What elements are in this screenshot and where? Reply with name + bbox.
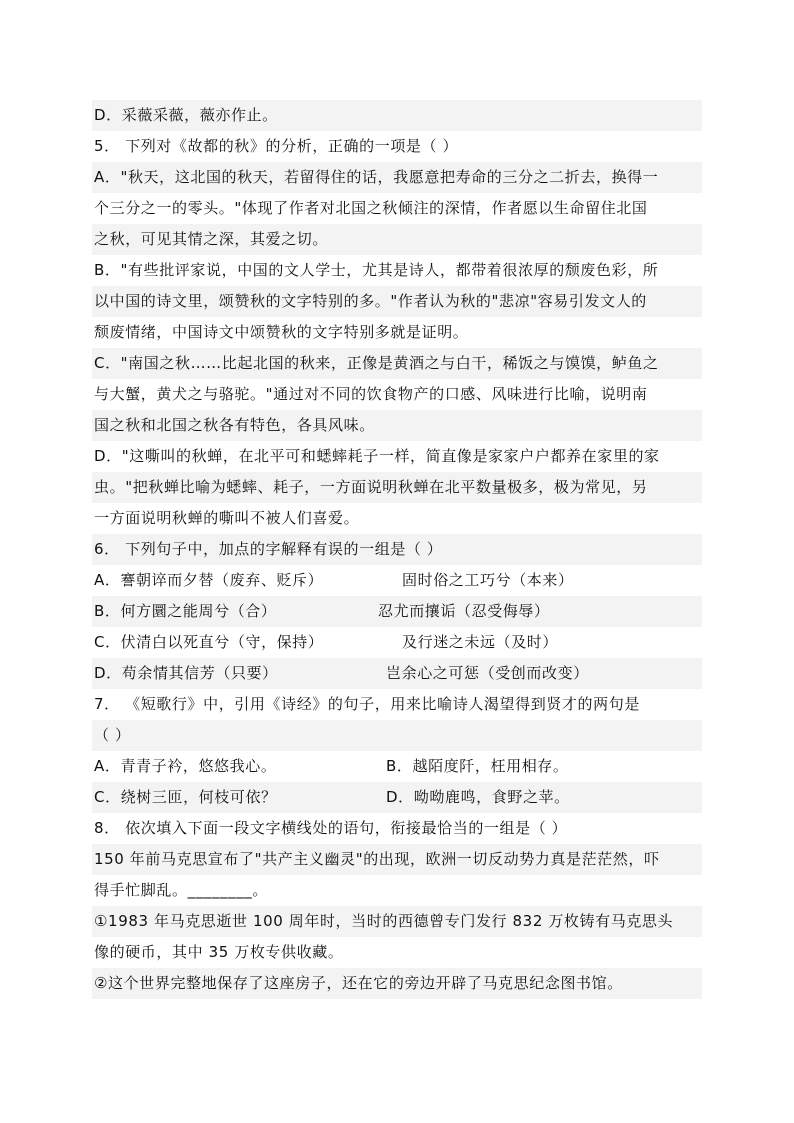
q7-answer-paren: （ ）	[92, 720, 702, 751]
q8-passage-line: 得手忙脚乱。________。	[94, 881, 269, 899]
q7-option-row	[92, 751, 702, 782]
q6-option-left: A．謇朝谇而夕替（废弃、贬斥）	[94, 571, 324, 589]
q6-option-right: 及行迷之未远（及时）	[402, 633, 559, 651]
q5-option-a-line: 个三分之一的零头。"体现了作者对北国之秋倾注的深情，作者愿以生命留住北国	[94, 199, 648, 217]
q6-option-row	[92, 658, 702, 689]
q5-option-d-line: 虫。"把秋蝉比喻为蟋蟀、耗子，一方面说明秋蝉在北平数量极多，极为常见，另	[92, 472, 702, 503]
q8-stem: 8． 依次填入下面一段文字横线处的语句，衔接最恰当的一组是（ ）	[94, 819, 568, 837]
q6-option-row	[92, 565, 702, 596]
q5-option-d-line: 一方面说明秋蝉的嘶叫不被人们喜爱。	[94, 509, 360, 527]
q5-option-d-line: D．"这嘶叫的秋蝉，在北平可和蟋蟀耗子一样，简直像是家家户户都养在家里的家	[94, 447, 660, 465]
q8-passage-line: 150 年前马克思宣布了"共产主义幽灵"的出现，欧洲一切反动势力真是茫茫然，吓	[92, 844, 702, 875]
q6-option-row	[92, 596, 702, 627]
q8-item-1-line: ①1983 年马克思逝世 100 周年时，当时的西德曾专门发行 832 万枚铸有马克思头	[92, 906, 702, 937]
q7-option-left: C．绕树三匝，何枝可依？	[94, 788, 277, 806]
q6-option-left: C．伏清白以死直兮（守，保持）	[94, 633, 324, 651]
q5-option-c-line: C．"南国之秋……比起北国的秋来，正像是黄酒之与白干，稀饭之与馍馍，鲈鱼之	[92, 348, 702, 379]
exam-page	[92, 100, 702, 999]
q7-stem: 7． 《短歌行》中，引用《诗经》的句子，用来比喻诗人渴望得到贤才的两句是	[94, 695, 640, 713]
q6-option-left: D．苟余情其信芳（只要）	[94, 664, 278, 682]
q6-option-right: 固时俗之工巧兮（本来）	[402, 571, 574, 589]
q7-option-row	[92, 782, 702, 813]
q8-item-2: ②这个世界完整地保存了这座房子，还在它的旁边开辟了马克思纪念图书馆。	[92, 968, 702, 999]
q8-item-1-line: 像的硬币，其中 35 万枚专供收藏。	[94, 943, 344, 961]
q5-stem: 5． 下列对《故都的秋》的分析，正确的一项是（ ）	[94, 137, 459, 155]
q5-option-b-line: 以中国的诗文里，颂赞秋的文字特别的多。"作者认为秋的"悲凉"容易引发文人的	[92, 286, 702, 317]
q6-option-left: B．何方圜之能周兮（合）	[94, 602, 277, 620]
q5-option-b-line: B．"有些批评家说，中国的文人学士，尤其是诗人，都带着很浓厚的颓废色彩，所	[94, 261, 659, 279]
q7-option-left: A．青青子衿，悠悠我心。	[94, 757, 277, 775]
q6-option-row	[92, 627, 702, 658]
q5-option-c-line: 国之秋和北国之秋各有特色，各具风味。	[92, 410, 702, 441]
q4-option-d: D．采薇采薇，薇亦作止。	[92, 100, 702, 131]
q5-option-c-line: 与大蟹，黄犬之与骆驼。"通过对不同的饮食物产的口感、风味进行比喻，说明南	[94, 385, 648, 403]
q6-stem: 6． 下列句子中，加点的字解释有误的一组是（ ）	[92, 534, 702, 565]
q7-option-right: D．呦呦鹿鸣，食野之苹。	[386, 788, 570, 806]
q7-option-right: B．越陌度阡，枉用相存。	[386, 757, 569, 775]
q5-option-a-line: 之秋，可见其情之深，其爱之切。	[92, 224, 702, 255]
q6-option-right: 岂余心之可惩（受创而改变）	[386, 664, 589, 682]
q5-option-a-line: A．"秋天，这北国的秋天，若留得住的话，我愿意把寿命的三分之二折去，换得一	[92, 162, 702, 193]
q6-option-right: 忍尤而攘诟（忍受侮辱）	[378, 602, 550, 620]
q5-option-b-line: 颓废情绪，中国诗文中颂赞秋的文字特别多就是证明。	[94, 323, 469, 341]
